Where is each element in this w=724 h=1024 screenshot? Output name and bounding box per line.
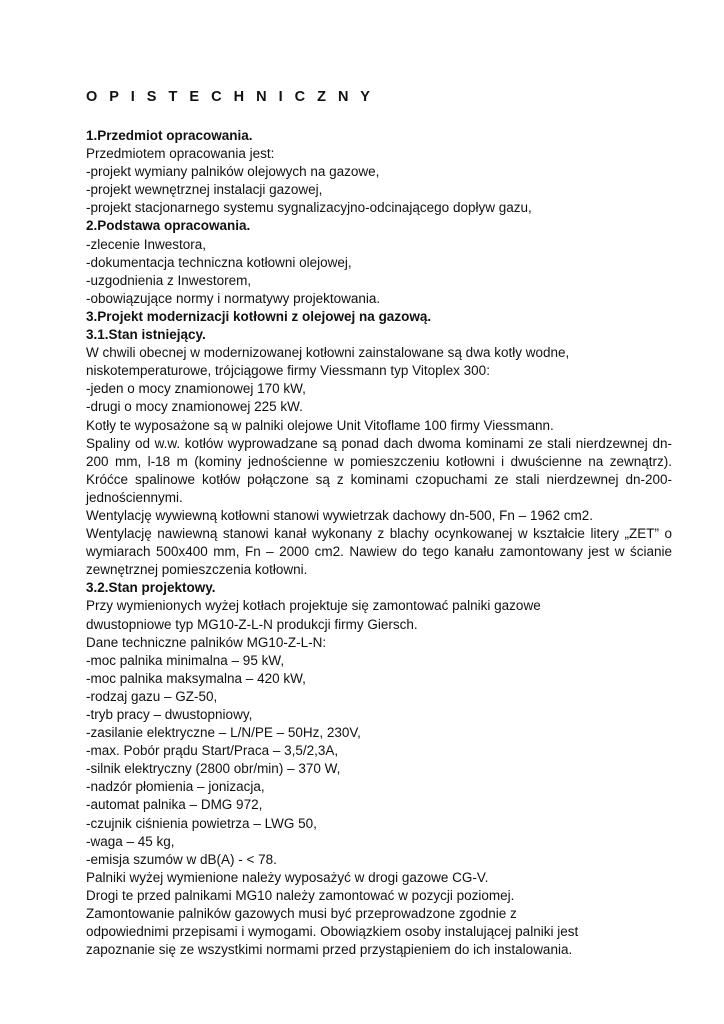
text-line: Przedmiotem opracowania jest:: [86, 146, 275, 162]
text-line: -moc palnika maksymalna – 420 kW,: [86, 670, 306, 686]
text-line: -silnik elektryczny (2800 obr/min) – 370 W,: [86, 761, 341, 777]
section-heading: 1.Przedmiot opracowania.: [86, 128, 253, 143]
document-body: [86, 127, 672, 959]
text-line: -uzgodnienia z Inwestorem,: [86, 272, 252, 288]
text-line: Dane techniczne palników MG10-Z-L-N:: [86, 634, 327, 650]
text-line: -moc palnika minimalna – 95 kW,: [86, 652, 285, 668]
section-heading: 3.1.Stan istniejący.: [86, 327, 206, 343]
text-line: -czujnik ciśnienia powietrza – LWG 50,: [86, 815, 317, 831]
text-line: Przy wymienionych wyżej kotłach projektuje się zamontować palniki gazowe: [86, 598, 541, 614]
text-line: -rodzaj gazu – GZ-50,: [86, 688, 218, 704]
section-heading: 3.2.Stan projektowy.: [86, 580, 216, 596]
text-line: Wentylację wywiewną kotłowni stanowi wywietrzak dachowy dn-500, Fn – 1962 cm2.: [86, 507, 593, 523]
text-line: -nadzór płomienia – jonizacja,: [86, 779, 265, 795]
text-line: niskotemperaturowe, trójciągowe firmy Viessmann typ Vitoplex 300:: [86, 363, 490, 379]
section-heading: 2.Podstawa opracowania.: [86, 218, 251, 234]
text-line: Kotły te wyposażone są w palniki olejowe Unit Vitoflame 100 firmy Viessmann.: [86, 417, 554, 433]
document-title: O P I S T E C H N I C Z N Y: [86, 89, 374, 105]
text-line: -zasilanie elektryczne – L/N/PE – 50Hz, 230V,: [86, 725, 361, 741]
text-line: -projekt wymiany palników olejowych na gazowe,: [86, 164, 380, 180]
text-line: -tryb pracy – dwustopniowy,: [86, 707, 253, 722]
paragraph: Spaliny od w.w. kotłów wyprowadzane są ponad dach dwoma kominami ze stali nierdzewnej dn-200 mm, l-18 m (kominy jednościenne w pomieszczeniu kotłowni i dwuścienne na zewnątrz). Króćce spalinowe kotłów połączone są z kominami czopuchami ze stali nierdzewnej dn-200-jednościennymi.: [86, 435, 672, 505]
text-line: -projekt wewnętrznej instalacji gazowej,: [86, 182, 323, 198]
paragraph: Wentylację nawiewną stanowi kanał wykonany z blachy ocynkowanej w kształcie litery „ZET” o wymiarach 500x400 mm, Fn – 2000 cm2. Nawiew do tego kanału zamontowany jest w ścianie zewnętrznej pomieszczenia kotłowni.: [86, 526, 672, 578]
text-line: dwustopniowe typ MG10-Z-L-N produkcji firmy Giersch.: [86, 616, 418, 632]
section-heading: 3.Projekt modernizacji kotłowni z olejowej na gazową.: [86, 308, 432, 324]
text-line: Drogi te przed palnikami MG10 należy zamontować w pozycji poziomej.: [86, 887, 515, 903]
text-line: Zamontowanie palników gazowych musi być przeprowadzone zgodnie z: [86, 906, 517, 922]
text-line: -waga – 45 kg,: [86, 833, 175, 849]
text-line: zapoznanie się ze wszystkimi normami przed przystąpieniem do ich instalowania.: [86, 942, 573, 958]
text-line: -drugi o mocy znamionowej 225 kW.: [86, 399, 303, 415]
text-line: Palniki wyżej wymienione należy wyposażyć w drogi gazowe CG-V.: [86, 869, 489, 885]
text-line: -max. Pobór prądu Start/Praca – 3,5/2,3A,: [86, 743, 339, 759]
text-line: -projekt stacjonarnego systemu sygnalizacyjno-odcinającego dopływ gazu,: [86, 200, 532, 216]
text-line: -jeden o mocy znamionowej 170 kW,: [86, 381, 306, 397]
text-line: odpowiednimi przepisami i wymogami. Obowiązkiem osoby instalującej palniki jest: [86, 924, 579, 940]
text-line: -automat palnika – DMG 972,: [86, 797, 263, 813]
text-line: W chwili obecnej w modernizowanej kotłowni zainstalowane są dwa kotły wodne,: [86, 345, 570, 361]
text-line: -emisja szumów w dB(A) - < 78.: [86, 851, 277, 867]
text-line: -dokumentacja techniczna kotłowni olejowej,: [86, 254, 352, 270]
text-line: -zlecenie Inwestora,: [86, 236, 207, 252]
text-line: -obowiązujące normy i normatywy projektowania.: [86, 290, 381, 306]
